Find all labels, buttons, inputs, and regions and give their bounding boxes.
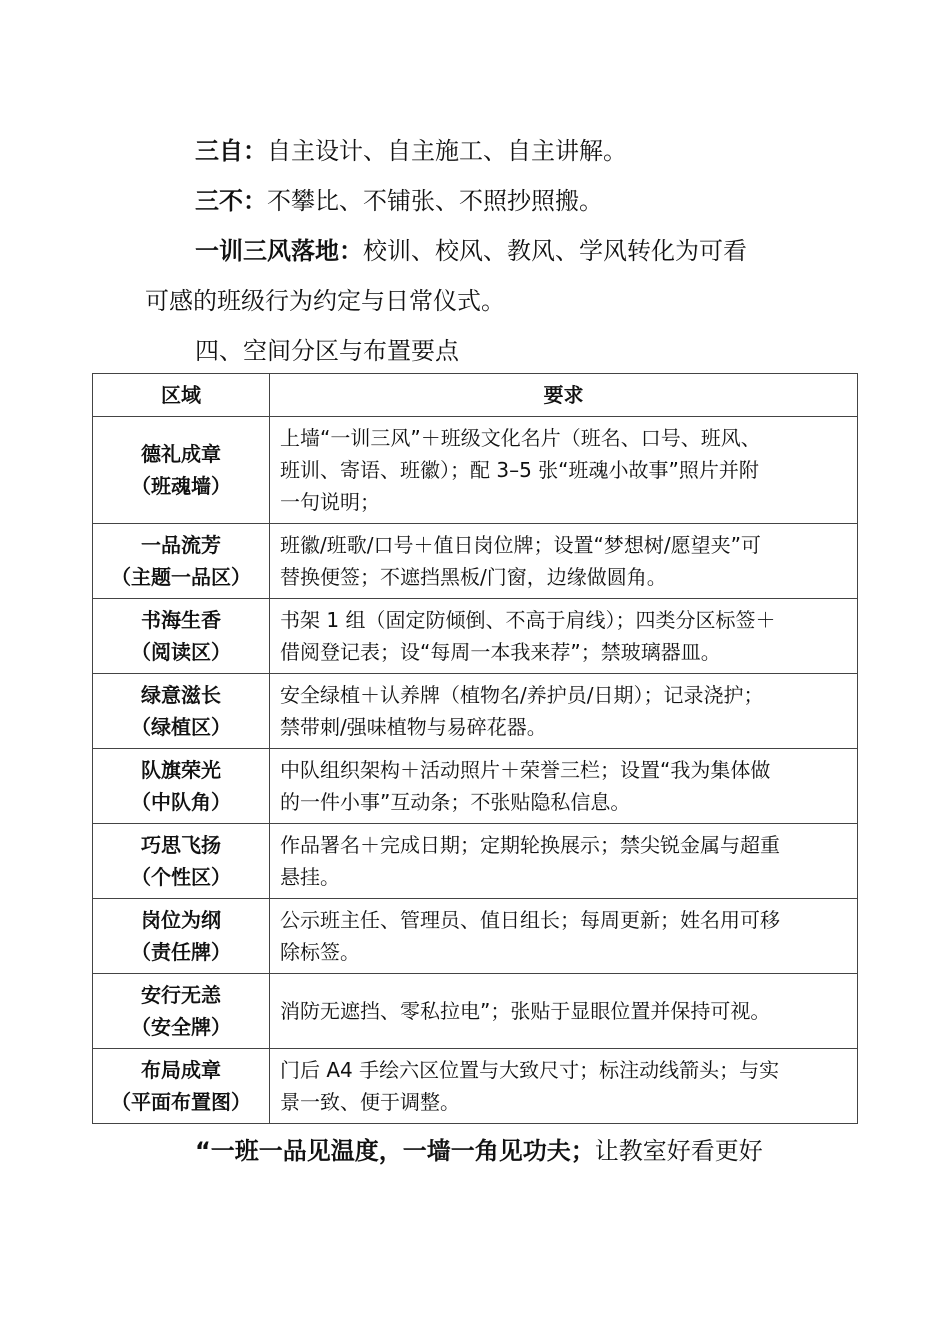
paragraph-yixun-sanfeng: [195, 234, 747, 268]
zone-cell: 德礼成章 （班魂墙）: [93, 417, 270, 524]
table-row: [93, 899, 858, 974]
paragraph-continuation: 可感的班级行为约定与日常仪式。: [145, 287, 505, 315]
closing-text: 让教室好看更好: [594, 1137, 763, 1165]
zone-cell: 巧思飞扬 （个性区）: [93, 824, 270, 899]
requirement-cell: 消防无遮挡、零私拉电”；张贴于显眼位置并保持可视。: [270, 974, 858, 1049]
paragraph-text: 自主设计、自主施工、自主讲解。: [267, 137, 627, 165]
requirement-cell: 安全绿植＋认养牌（植物名/养护员/日期）；记录浇护； 禁带刺/强味植物与易碎花器。: [270, 674, 858, 749]
zone-cell: 安行无恙 （安全牌）: [93, 974, 270, 1049]
requirement-cell: 班徽/班歌/口号＋值日岗位牌；设置“梦想树/愿望夹”可 替换便签；不遮挡黑板/门窗，边缘做圆角。: [270, 524, 858, 599]
table-row: [93, 417, 858, 524]
paragraph-sanbu: [195, 184, 603, 218]
zone-cell: 一品流芳 （主题一品区）: [93, 524, 270, 599]
zone-cell: 绿意滋长 （绿植区）: [93, 674, 270, 749]
zone-cell: 岗位为纲 （责任牌）: [93, 899, 270, 974]
table-row: [93, 599, 858, 674]
table-row: [93, 749, 858, 824]
header-zone: 区域: [93, 374, 270, 417]
table-row: [93, 674, 858, 749]
requirement-cell: 门后 A4 手绘六区位置与大致尺寸；标注动线箭头；与实 景一致、便于调整。: [270, 1049, 858, 1124]
requirement-cell: 书架 1 组（固定防倾倒、不高于肩线）；四类分区标签＋ 借阅登记表；设“每周一本我来荐”；禁玻璃器皿。: [270, 599, 858, 674]
table-row: [93, 824, 858, 899]
paragraph-label: 三不：: [195, 187, 267, 215]
requirement-cell: 公示班主任、管理员、值日组长；每周更新；姓名用可移 除标签。: [270, 899, 858, 974]
zones-table: [92, 373, 858, 1124]
paragraph-label: 一训三风落地：: [195, 237, 363, 265]
requirement-cell: 中队组织架构＋活动照片＋荣誉三栏；设置“我为集体做 的一件小事”互动条；不张贴隐私信息。: [270, 749, 858, 824]
table-row: [93, 524, 858, 599]
table-row: [93, 1049, 858, 1124]
zone-cell: 布局成章 （平面布置图）: [93, 1049, 270, 1124]
header-requirement: 要求: [270, 374, 858, 417]
paragraph-text: 不攀比、不铺张、不照抄照搬。: [267, 187, 603, 215]
paragraph-sanzi: [195, 134, 627, 168]
requirement-cell: 上墙“一训三风”＋班级文化名片（班名、口号、班风、 班训、寄语、班徽）；配 3–5 张“班魂小故事”照片并附 一句说明；: [270, 417, 858, 524]
closing-label: “一班一品见温度，一墙一角见功夫；: [195, 1137, 595, 1165]
paragraph-text: 校训、校风、教风、学风转化为可看: [363, 237, 747, 265]
requirement-cell: 作品署名＋完成日期；定期轮换展示；禁尖锐金属与超重 悬挂。: [270, 824, 858, 899]
table-row: [93, 974, 858, 1049]
table-header-row: [93, 374, 858, 417]
closing-line: [195, 1134, 763, 1168]
paragraph-label: 三自：: [195, 137, 267, 165]
zone-cell: 队旗荣光 （中队角）: [93, 749, 270, 824]
section-heading: 四、空间分区与布置要点: [195, 337, 459, 365]
zone-cell: 书海生香 （阅读区）: [93, 599, 270, 674]
